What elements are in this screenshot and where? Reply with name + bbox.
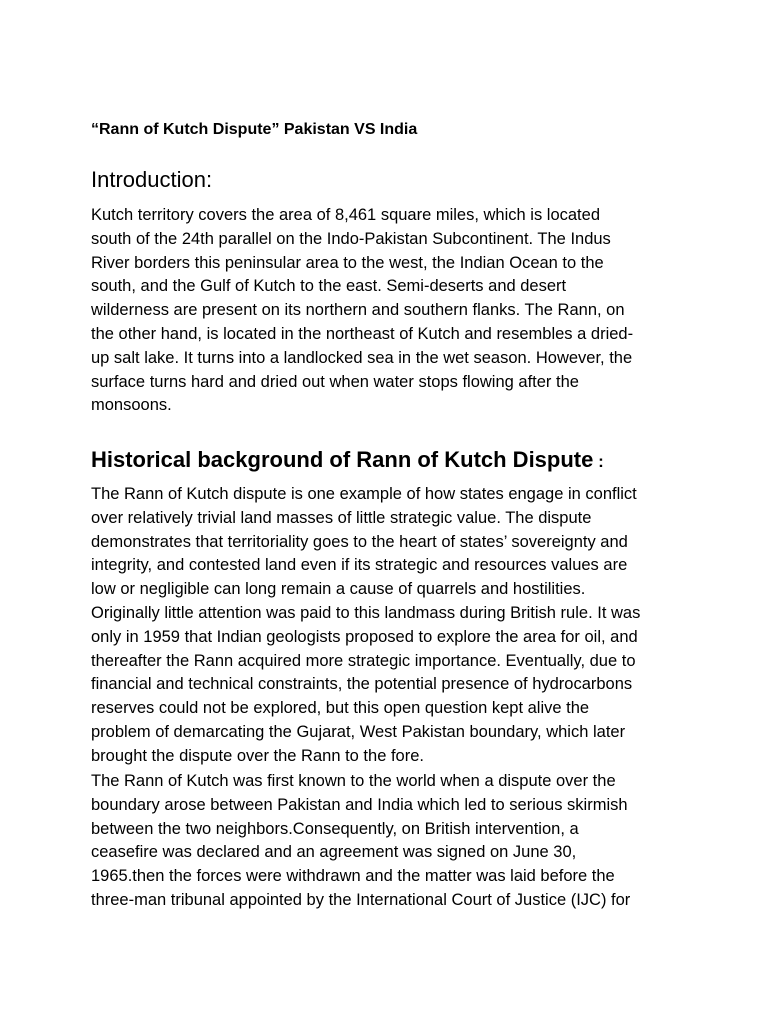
text-line: three-man tribunal appointed by the International Court of Justice (IJC) for — [91, 890, 631, 909]
text-line: reserves could not be explored, but this open question kept alive the — [91, 699, 590, 718]
introduction-paragraph — [91, 204, 633, 418]
text-line: 1965.then the forces were withdrawn and the matter was laid before the — [91, 867, 615, 886]
text-line: boundary arose between Pakistan and India which led to serious skirmish — [91, 795, 628, 814]
text-line: between the two neighbors.Consequently, on British intervention, a — [91, 819, 579, 838]
text-line: ceasefire was declared and an agreement was signed on June 30, — [91, 843, 577, 862]
heading-colon: : — [593, 452, 604, 471]
text-line: Kutch territory covers the area of 8,461 square miles, which is located — [91, 206, 600, 224]
text-line: surface turns hard and dried out when water stops flowing after the — [91, 372, 579, 391]
text-line: brought the dispute over the Rann to the fore. — [91, 746, 424, 765]
text-line: south of the 24th parallel on the Indo-Pakistan Subcontinent. The Indus — [91, 229, 611, 248]
text-line: River borders this peninsular area to the west, the Indian Ocean to the — [91, 253, 604, 272]
text-line: over relatively trivial land masses of little strategic value. The dispute — [91, 508, 592, 527]
text-line: the other hand, is located in the northeast of Kutch and resembles a dried- — [91, 324, 634, 343]
text-line: financial and technical constraints, the potential presence of hydrocarbons — [91, 675, 633, 694]
text-line: thereafter the Rann acquired more strategic importance. Eventually, due to — [91, 651, 636, 670]
historical-background-heading — [91, 446, 604, 476]
text-line: up salt lake. It turns into a landlocked sea in the wet season. However, the — [91, 348, 633, 367]
text-line: low or negligible can long remain a cause of quarrels and hostilities. — [91, 580, 586, 599]
text-line: Originally little attention was paid to this landmass during British rule. It was — [91, 603, 641, 622]
text-line: demonstrates that territoriality goes to the heart of states’ sovereignty and — [91, 532, 628, 551]
historical-background-heading-text: Historical background of Rann of Kutch Dispute — [91, 447, 594, 472]
text-line: problem of demarcating the Gujarat, West Pakistan boundary, which later — [91, 722, 626, 741]
historical-paragraph-2 — [91, 770, 630, 913]
text-line: The Rann of Kutch was first known to the world when a dispute over the — [91, 772, 616, 790]
historical-paragraph-1 — [91, 483, 640, 769]
text-line: south, and the Gulf of Kutch to the east. Semi-deserts and desert — [91, 277, 567, 296]
document-title: “Rann of Kutch Dispute” Pakistan VS India — [91, 121, 418, 138]
text-line: only in 1959 that Indian geologists proposed to explore the area for oil, and — [91, 627, 638, 646]
introduction-heading: Introduction: — [91, 167, 213, 192]
text-line: integrity, and contested land even if its strategic and resources values are — [91, 556, 628, 575]
text-line: monsoons. — [91, 396, 172, 415]
text-line: wilderness are present on its northern and southern flanks. The Rann, on — [91, 301, 625, 320]
text-line: The Rann of Kutch dispute is one example of how states engage in conflict — [91, 485, 637, 503]
